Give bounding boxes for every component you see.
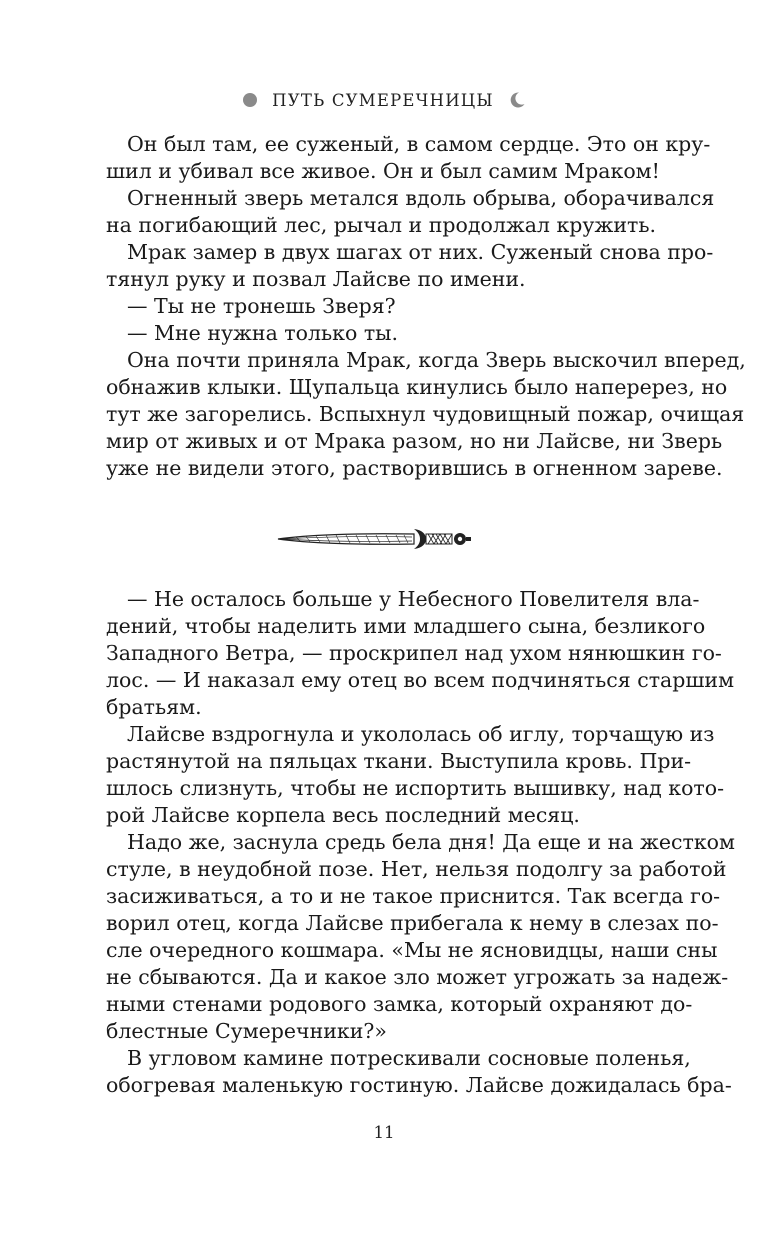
text-line: — Ты не тронешь Зверя? [127, 294, 396, 318]
text-line: Лайсве вздрогнула и укололась об иглу, торчащую из [127, 722, 715, 746]
text-line: не сбываются. Да и какое зло может угрожать за надеж- [106, 965, 729, 989]
text-line: Надо же, заснула средь бела дня! Да еще и на жестком [127, 830, 735, 854]
text-line: обнажив клыки. Щупальца кинулись было наперерез, но [106, 375, 728, 399]
running-header [0, 86, 768, 114]
text-line: на погибающий лес, рычал и продолжал кружить. [106, 213, 656, 237]
text-line: Он был там, ее суженый, в самом сердце. Это он кру- [127, 132, 711, 156]
text-line: Она почти приняла Мрак, когда Зверь выскочил вперед, [127, 348, 746, 372]
text-line: лос. — И наказал ему отец во всем подчиняться старшим [106, 668, 735, 692]
text-line: сле очередного кошмара. «Мы не ясновидцы, наши сны [106, 938, 718, 962]
text-line: блестные Сумеречники?» [106, 1019, 387, 1043]
page-number: 11 [373, 1123, 395, 1142]
text-line: Западного Ветра, — проскрипел над ухом нянюшкин го- [106, 641, 722, 665]
book-title: ПУТЬ СУМЕРЕЧНИЦЫ [272, 90, 494, 110]
full-moon-icon [242, 92, 258, 108]
text-line: обогревая маленькую гостиную. Лайсве дожидалась бра- [106, 1073, 732, 1097]
text-line: В угловом камине потрескивали сосновые поленья, [127, 1046, 691, 1070]
text-line: растянутой на пяльцах ткани. Выступила кровь. При- [106, 749, 692, 773]
text-line: рой Лайсве корпела весь последний месяц. [106, 803, 580, 827]
text-line: мир от живых и от Мрака разом, но ни Лайсве, ни Зверь [106, 429, 723, 453]
text-line: тянул руку и позвал Лайсве по имени. [106, 267, 526, 291]
text-line: ными стенами родового замка, который охраняют до- [106, 992, 693, 1016]
text-line: тут же загорелись. Вспыхнул чудовищный пожар, очищая [106, 402, 745, 426]
text-line: — Не осталось больше у Небесного Повелителя вла- [127, 587, 700, 611]
text-line: засиживаться, а то и не такое приснится. Так всегда го- [106, 884, 721, 908]
text-line: дений, чтобы наделить ими младшего сына, безликого [106, 614, 706, 638]
text-line: стуле, в неудобной позе. Нет, нельзя подолгу за работой [106, 857, 727, 881]
text-line: Мрак замер в двух шагах от них. Суженый снова про- [127, 240, 714, 264]
dagger-ornament-icon [276, 526, 472, 552]
text-line: ворил отец, когда Лайсве прибегала к нему в слезах по- [106, 911, 719, 935]
crescent-moon-icon [508, 91, 526, 109]
text-line: шлось слизнуть, чтобы не испортить вышивку, над кото- [106, 776, 725, 800]
text-line: — Мне нужна только ты. [127, 321, 399, 345]
text-line: шил и убивал все живое. Он и был самим Мраком! [106, 159, 660, 183]
text-line: Огненный зверь метался вдоль обрыва, оборачивался [127, 186, 715, 210]
text-line: уже не видели этого, растворившись в огненном зареве. [106, 456, 723, 480]
text-line: братьям. [106, 695, 202, 719]
